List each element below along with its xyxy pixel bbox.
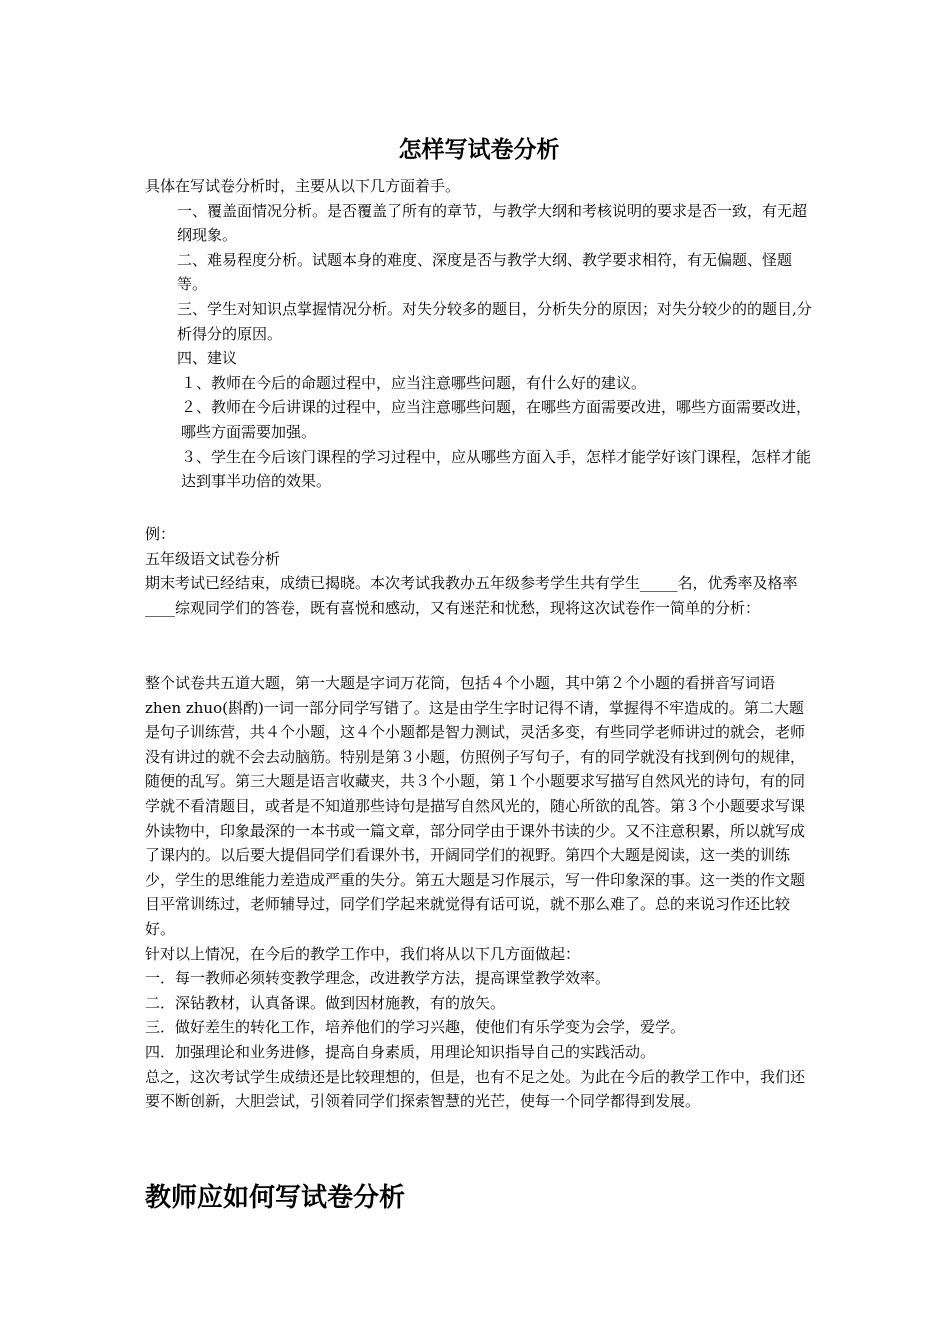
suggestion-1: １、教师在今后的命题过程中，应当注意哪些问题，有什么好的建议。 xyxy=(181,373,647,392)
plan-lead: 针对以上情况，在今后的教学工作中，我们将从以下几方面做起： xyxy=(145,944,581,963)
suggestion-3: ３、学生在今后该门课程的学习过程中，应从哪些方面入手，怎样才能学好该门课程，怎样才能达到事半功倍的效果。 xyxy=(181,447,812,491)
example-section xyxy=(145,522,813,620)
suggestion-2: ２、教师在今后讲课的过程中，应当注意哪些问题，在哪些方面需要改进，哪些方面需要改进，哪些方面需要加强。 xyxy=(181,398,812,441)
example-body-section xyxy=(145,671,813,1114)
point-coverage: 一、覆盖面情况分析。是否覆盖了所有的章节，与教学大纲和考核说明的要求是否一致，有无超纲现象。 xyxy=(177,201,808,245)
example-opening: 期末考试已经结束，成绩已揭晓。本次考试我教办五年级参考学生共有学生_____名，优秀率及格率____综观同学们的答卷，既有喜悦和感动，又有迷茫和忧愁，现将这次试卷作一简单的分析： xyxy=(145,574,798,617)
example-label: 例： xyxy=(145,525,176,543)
section-heading-2: 教师应如何写试卷分析 xyxy=(145,1183,406,1213)
example-subtitle: 五年级语文试卷分析 xyxy=(145,549,281,568)
point-suggestions: 四、建议 xyxy=(177,349,238,368)
plan-item-3: 三．做好差生的转化工作，培养他们的学习兴趣，使他们有乐学变为会学，爱学。 xyxy=(145,1018,686,1037)
point-difficulty: 二、难易程度分析。试题本身的难度、深度是否与教学大纲、教学要求相符，有无偏题、怪题等。 xyxy=(177,250,793,294)
document-title: 怎样写试卷分析 xyxy=(398,136,560,163)
intro-lead: 具体在写试卷分析时，主要从以下几方面着手。 xyxy=(145,177,461,195)
plan-item-1: 一．每一教师必须转变教学理念，改进教学方法，提高课堂教学效率。 xyxy=(145,969,611,988)
example-body: 整个试卷共五道大题，第一大题是字词万花筒，包括４个小题，其中第２个小题的看拼音写词语 zhen zhuo(斟酌)一词一部分同学写错了。这是由学生字时记得不请，掌握得不牢造成的。第二大题是句子训练营，共４个小题，这４个小题都是智力测试，灵活多变，有些同学老师讲过的就会，老师没有讲过的就不会去动脑筋。特别是第３小题，仿照例子写句子，有的同学就没有找到例句的规律，随便的乱写。第三大题是语言收藏夹，共３个小题，第１个小题要求写描写自然风光的诗句，有的同学就不看清题目，或者是不知道那些诗句是描写自然风光的，随心所欲的乱答。第３个小题要求写课外读物中，印象最深的一本书或一篇文章，部分同学由于课外书读的少。又不注意积累，所以就写成了课内的。以后要大提倡同学们看课外书，开阔同学们的视野。第四个大题是阅读，这一类的训练少，学生的思维能力差造成严重的失分。第五大题是习作展示，写一件印象深的事。这一类的作文题目平常训练过，老师辅导过，同学们学起来就觉得有话可说，就不那么难了。总的来说习作还比较好。 xyxy=(145,674,806,938)
intro-section xyxy=(145,174,813,494)
plan-item-4: 四．加强理论和业务进修，提高自身素质，用理论知识指导自己的实践活动。 xyxy=(145,1042,656,1061)
point-knowledge: 三、学生对知识点掌握情况分析。对失分较多的题目，分析失分的原因；对失分较少的的题目,分析得分的原因。 xyxy=(177,299,812,343)
plan-item-2: 二．深钻教材，认真备课。做到因材施教，有的放矢。 xyxy=(145,993,506,1012)
example-summary: 总之，这次考试学生成绩还是比较理想的，但是，也有不足之处。为此在今后的教学工作中，我们还要不断创新，大胆尝试，引领着同学们探索智慧的光芒，使每一个同学都得到发展。 xyxy=(145,1067,806,1111)
